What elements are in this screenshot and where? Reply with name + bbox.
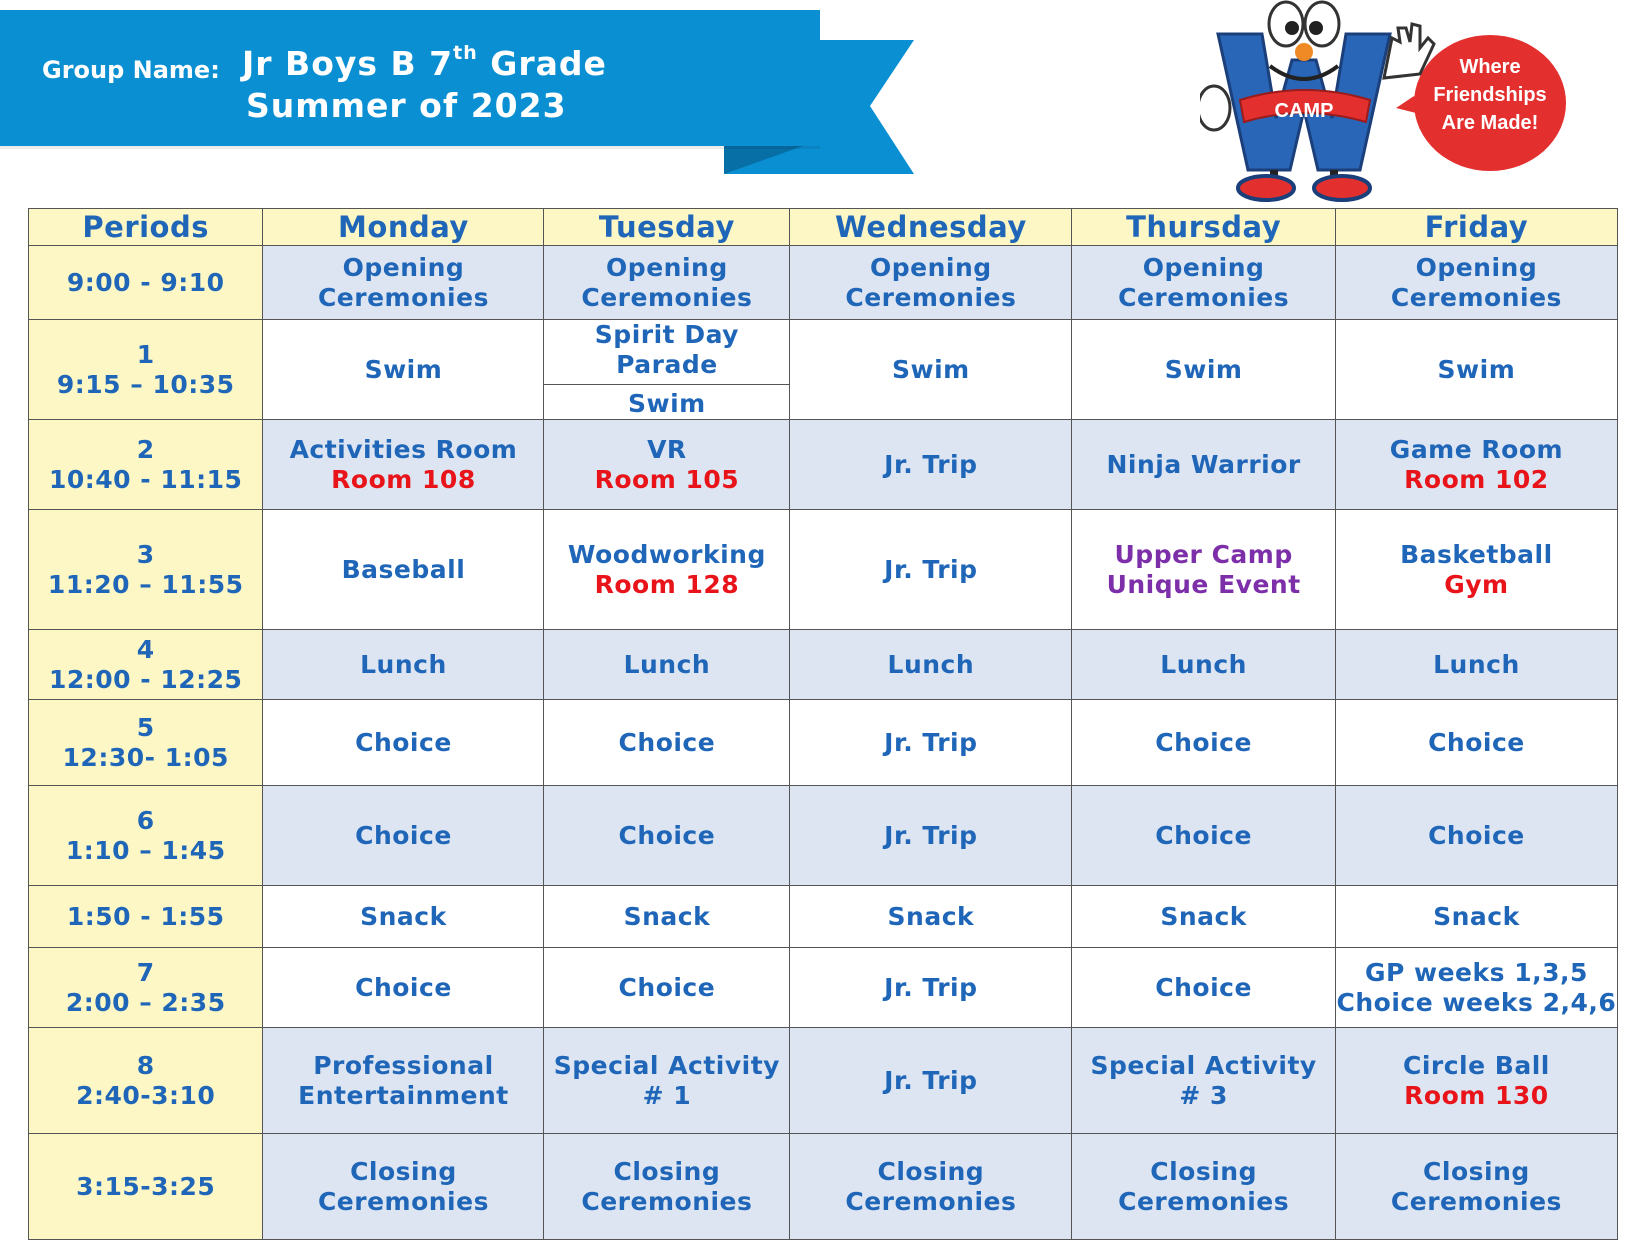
room-label: Room 102 xyxy=(1404,464,1549,494)
activity-line: Activities Room xyxy=(289,434,518,464)
activity-line: Game Room xyxy=(1389,434,1564,464)
activity-cell xyxy=(1072,700,1335,786)
period-number: 4 xyxy=(136,634,155,664)
activity-cell xyxy=(790,420,1072,510)
activity-line: Ceremonies xyxy=(1118,282,1290,312)
activity-line: Circle Ball xyxy=(1402,1050,1550,1080)
activity-line: Jr. Trip xyxy=(884,727,978,757)
col-header-friday: Friday xyxy=(1335,209,1617,246)
activity-line: Ninja Warrior xyxy=(1106,449,1301,479)
room-label: Room 105 xyxy=(594,464,740,494)
activity-line: Choice xyxy=(618,820,716,850)
activity-cell xyxy=(1072,510,1335,630)
activity-line: Choice xyxy=(355,727,452,757)
period-time: 2:00 – 2:35 xyxy=(65,987,226,1017)
activity-line: Ceremonies xyxy=(317,282,489,312)
activity-line: Jr. Trip xyxy=(884,972,978,1002)
period-cell xyxy=(29,886,263,948)
room-label: Room 108 xyxy=(331,464,476,494)
schedule-row xyxy=(29,510,1618,630)
activity-line: Ceremonies xyxy=(1390,282,1562,312)
room-label: Room 128 xyxy=(594,569,740,599)
activity-line: Opening xyxy=(342,252,465,282)
activity-line: Closing xyxy=(1150,1156,1257,1186)
activity-line: Jr. Trip xyxy=(884,449,978,479)
activity-cell xyxy=(1335,948,1617,1028)
activity-line: Opening xyxy=(1142,252,1265,282)
period-cell xyxy=(29,510,263,630)
activity-line: Closing xyxy=(613,1156,721,1186)
activity-cell xyxy=(790,630,1072,700)
period-cell xyxy=(29,420,263,510)
activity-line: GP weeks 1,3,5 xyxy=(1364,957,1588,987)
grade-superscript: th xyxy=(453,42,478,64)
period-number: 2 xyxy=(136,434,155,464)
activity-line: Ceremonies xyxy=(1118,1186,1290,1216)
activity-cell xyxy=(790,320,1072,420)
schedule-row xyxy=(29,630,1618,700)
w-mascot-icon xyxy=(1200,2,1434,200)
period-time: 9:00 - 9:10 xyxy=(66,267,225,297)
activity-line: Baseball xyxy=(341,554,466,584)
activity-cell xyxy=(544,700,790,786)
activity-line: Closing xyxy=(1423,1156,1530,1186)
activity-line: Basketball xyxy=(1400,539,1553,569)
activity-line: Jr. Trip xyxy=(884,1065,978,1095)
special-event-line: Upper Camp xyxy=(1114,539,1293,569)
activity-cell xyxy=(263,630,544,700)
activity-line: Lunch xyxy=(1433,649,1520,679)
schedule-table xyxy=(28,208,1618,1240)
camp-label: CAMP xyxy=(1274,100,1334,122)
activity-line: Choice xyxy=(1155,727,1252,757)
activity-cell xyxy=(544,786,790,886)
activity-cell xyxy=(1335,630,1617,700)
activity-line: Snack xyxy=(1433,901,1520,931)
activity-cell xyxy=(790,886,1072,948)
activity-cell xyxy=(544,420,790,510)
activity-line: Ceremonies xyxy=(845,1186,1017,1216)
activity-cell xyxy=(790,1134,1072,1240)
room-label: Gym xyxy=(1444,569,1509,599)
activity-cell xyxy=(263,420,544,510)
activity-line: Ceremonies xyxy=(581,282,753,312)
activity-line: Snack xyxy=(1160,901,1247,931)
activity-line: Choice xyxy=(1428,727,1525,757)
schedule-row xyxy=(29,886,1618,948)
schedule-row xyxy=(29,700,1618,786)
schedule-row xyxy=(29,320,1618,420)
activity-line: Lunch xyxy=(623,649,711,679)
activity-cell xyxy=(1072,420,1335,510)
activity-line: Opening xyxy=(870,252,992,282)
room-label: Room 130 xyxy=(1404,1080,1549,1110)
activity-line: Closing xyxy=(877,1156,985,1186)
activity-cell xyxy=(790,786,1072,886)
period-time: 2:40-3:10 xyxy=(76,1080,216,1110)
activity-line: Opening xyxy=(606,252,728,282)
activity-line: Choice xyxy=(1155,820,1252,850)
schedule-row xyxy=(29,420,1618,510)
activity-cell xyxy=(790,1028,1072,1134)
activity-line: Ceremonies xyxy=(845,282,1017,312)
grade-word: Grade xyxy=(490,44,607,83)
period-number: 6 xyxy=(136,805,155,835)
activity-cell xyxy=(263,1028,544,1134)
activity-cell xyxy=(263,700,544,786)
activity-cell xyxy=(263,886,544,948)
period-cell xyxy=(29,630,263,700)
activity-line: Lunch xyxy=(360,649,447,679)
period-time: 3:15-3:25 xyxy=(76,1171,216,1201)
activity-line: Jr. Trip xyxy=(884,554,978,584)
activity-line: Spirit Day xyxy=(594,320,739,349)
activity-line: Jr. Trip xyxy=(884,820,978,850)
activity-line: Choice xyxy=(355,972,452,1002)
period-time: 12:00 - 12:25 xyxy=(48,664,243,694)
schedule-row xyxy=(29,786,1618,886)
activity-cell xyxy=(1072,886,1335,948)
activity-line: Lunch xyxy=(1160,649,1247,679)
group-name-text: Jr Boys B 7 xyxy=(242,44,454,83)
activity-line: # 3 xyxy=(1179,1080,1228,1110)
activity-cell xyxy=(1335,510,1617,630)
activity-cell xyxy=(1072,948,1335,1028)
activity-cell xyxy=(1335,786,1617,886)
period-time: 12:30- 1:05 xyxy=(62,742,229,772)
activity-cell xyxy=(544,630,790,700)
activity-line: Ceremonies xyxy=(317,1186,489,1216)
group-name xyxy=(242,44,607,83)
col-header-periods: Periods xyxy=(29,209,263,246)
activity-cell xyxy=(1335,420,1617,510)
col-header-monday: Monday xyxy=(263,209,544,246)
group-name-label: Group Name: xyxy=(42,56,220,84)
activity-cell xyxy=(263,1134,544,1240)
activity-cell xyxy=(1072,786,1335,886)
activity-line: VR xyxy=(647,434,687,464)
activity-cell xyxy=(790,510,1072,630)
period-cell xyxy=(29,786,263,886)
col-header-wednesday: Wednesday xyxy=(790,209,1072,246)
activity-cell xyxy=(1335,1028,1617,1134)
activity-cell xyxy=(790,700,1072,786)
period-time: 1:10 – 1:45 xyxy=(65,835,226,865)
activity-cell xyxy=(1335,246,1617,320)
period-cell xyxy=(29,948,263,1028)
schedule-row xyxy=(29,1134,1618,1240)
activity-line: Snack xyxy=(887,901,975,931)
activity-cell xyxy=(1072,320,1335,420)
period-time: 9:15 – 10:35 xyxy=(56,369,235,399)
activity-line: Lunch xyxy=(887,649,975,679)
activity-cell xyxy=(544,246,790,320)
activity-line: Special Activity xyxy=(1090,1050,1317,1080)
schedule-row xyxy=(29,948,1618,1028)
schedule-row xyxy=(29,1028,1618,1134)
activity-line: # 1 xyxy=(642,1080,692,1110)
activity-line: Choice xyxy=(618,972,716,1002)
tagline-line-2: Friendships xyxy=(1433,84,1547,106)
activity-cell xyxy=(544,510,790,630)
activity-line: Choice xyxy=(618,727,716,757)
period-number: 5 xyxy=(136,712,155,742)
period-time: 11:20 – 11:55 xyxy=(47,569,244,599)
activity-cell xyxy=(263,320,544,420)
period-cell xyxy=(29,320,263,420)
period-number: 1 xyxy=(136,339,155,369)
activity-cell xyxy=(1072,1134,1335,1240)
activity-line: Choice xyxy=(355,820,452,850)
activity-line: Professional xyxy=(313,1050,494,1080)
activity-line: Woodworking xyxy=(567,539,766,569)
camp-w-logo xyxy=(1200,0,1590,205)
activity-cell xyxy=(263,510,544,630)
activity-line: Parade xyxy=(616,350,718,379)
col-header-tuesday: Tuesday xyxy=(544,209,790,246)
split-activity-bottom: Swim xyxy=(628,389,706,418)
activity-cell xyxy=(544,948,790,1028)
period-cell xyxy=(29,246,263,320)
activity-cell xyxy=(1072,246,1335,320)
period-number: 3 xyxy=(136,539,155,569)
activity-line: Closing xyxy=(350,1156,457,1186)
activity-line: Swim xyxy=(1164,354,1243,384)
activity-cell xyxy=(544,1134,790,1240)
activity-cell xyxy=(1072,1028,1335,1134)
activity-line: Swim xyxy=(364,354,443,384)
activity-cell xyxy=(790,246,1072,320)
activity-line: Choice weeks 2,4,6 xyxy=(1336,987,1617,1017)
activity-line: Swim xyxy=(891,354,970,384)
activity-line: Snack xyxy=(360,901,447,931)
activity-line: Ceremonies xyxy=(1390,1186,1562,1216)
schedule-row xyxy=(29,246,1618,320)
activity-cell xyxy=(1335,320,1617,420)
tagline-line-1: Where xyxy=(1459,56,1521,78)
activity-cell xyxy=(790,948,1072,1028)
season-title: Summer of 2023 xyxy=(246,86,567,125)
activity-line: Choice xyxy=(1155,972,1252,1002)
period-cell xyxy=(29,1028,263,1134)
special-event-line: Unique Event xyxy=(1106,569,1301,599)
activity-line: Special Activity xyxy=(553,1050,780,1080)
activity-cell xyxy=(1072,630,1335,700)
activity-line: Ceremonies xyxy=(581,1186,753,1216)
period-time: 1:50 - 1:55 xyxy=(66,901,225,931)
activity-cell xyxy=(263,948,544,1028)
activity-line: Snack xyxy=(623,901,711,931)
activity-cell xyxy=(1335,886,1617,948)
split-activity-top xyxy=(544,320,789,385)
activity-cell xyxy=(1335,1134,1617,1240)
activity-cell xyxy=(1335,700,1617,786)
col-header-thursday: Thursday xyxy=(1072,209,1335,246)
period-cell xyxy=(29,1134,263,1240)
period-cell xyxy=(29,700,263,786)
period-number: 7 xyxy=(136,957,155,987)
activity-line: Opening xyxy=(1415,252,1538,282)
header-row xyxy=(29,209,1618,246)
period-time: 10:40 - 11:15 xyxy=(48,464,243,494)
activity-cell xyxy=(544,886,790,948)
activity-line: Swim xyxy=(1437,354,1516,384)
activity-line: Entertainment xyxy=(298,1080,509,1110)
activity-line: Choice xyxy=(1428,820,1525,850)
activity-cell xyxy=(263,786,544,886)
activity-cell xyxy=(544,320,790,420)
activity-cell xyxy=(544,1028,790,1134)
activity-cell xyxy=(263,246,544,320)
tagline-line-3: Are Made! xyxy=(1441,112,1539,134)
period-number: 8 xyxy=(136,1050,155,1080)
